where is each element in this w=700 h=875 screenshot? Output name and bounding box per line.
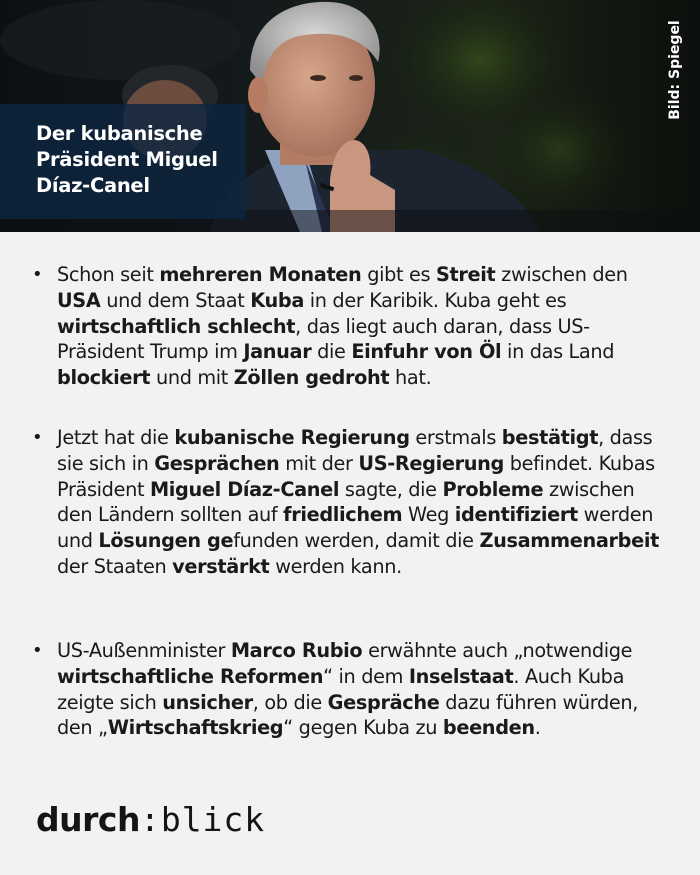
bold-segment: wirtschaftliche Reformen: [57, 664, 324, 688]
bold-segment: USA: [57, 288, 101, 312]
bullet-item: [32, 425, 672, 580]
text-segment: gibt es: [361, 263, 436, 286]
bold-segment: bestätigt: [501, 426, 599, 449]
bullet-dot-icon: •: [32, 427, 43, 448]
text-segment: zwischen den Ländern sollten auf: [57, 477, 635, 527]
bold-segment: Probleme: [442, 477, 544, 501]
bullet-dot-icon: •: [32, 640, 43, 661]
logo-part-durch: durch: [36, 800, 140, 839]
bold-segment: Gesprächen: [154, 451, 280, 475]
text-segment: US-Außenminister: [57, 639, 231, 662]
text-segment: werden kann.: [269, 554, 402, 578]
bullet-dot-icon: •: [32, 264, 43, 285]
bold-segment: Wirtschaftskrieg: [107, 716, 284, 740]
bullet-item: [32, 262, 672, 391]
text-segment: funden werden, damit die: [233, 529, 480, 553]
text-segment: mit der: [279, 451, 359, 475]
text-segment: , ob die: [252, 690, 328, 714]
text-segment: und mit: [150, 366, 234, 390]
bold-segment: beenden: [442, 716, 535, 740]
bold-segment: blockiert: [57, 366, 151, 390]
text-segment: die: [311, 340, 352, 364]
logo-part-blick: :blick: [139, 800, 266, 839]
bullet-text: [57, 638, 672, 741]
bullet-item: [32, 638, 672, 741]
bullet-text: [57, 425, 672, 580]
bold-segment: Einfuhr von Öl: [351, 340, 502, 364]
header-photo: [0, 0, 700, 232]
text-segment: befindet. Kubas Präsident: [57, 451, 655, 501]
photo-caption: Der kubanische Präsident Miguel Díaz-Canel: [36, 122, 218, 197]
bold-segment: friedlichem: [283, 503, 403, 527]
photo-credit: Bild: Spiegel: [667, 20, 683, 120]
bold-segment: verstärkt: [172, 554, 270, 578]
bold-segment: Lösungen ge: [98, 529, 234, 553]
bold-segment: unsicher: [162, 690, 253, 714]
text-segment: dazu führen würden, den „: [57, 690, 639, 740]
text-segment: erstmals: [409, 426, 502, 449]
text-segment: Jetzt hat die: [57, 426, 175, 449]
bold-segment: Inselstaat: [408, 664, 514, 688]
text-segment: der Staaten: [57, 554, 173, 578]
text-segment: Weg: [402, 503, 455, 527]
text-segment: Schon seit: [57, 263, 160, 286]
brand-logo: [36, 800, 265, 840]
bullet-text: [57, 262, 672, 391]
bold-segment: Zöllen gedroht: [233, 366, 390, 390]
text-segment: “ gegen Kuba zu: [283, 716, 443, 740]
bold-segment: Zusammenarbeit: [479, 529, 659, 553]
bold-segment: Miguel Díaz-Canel: [149, 477, 340, 501]
bold-segment: Streit: [435, 263, 496, 286]
text-segment: “ in dem: [323, 664, 409, 688]
text-segment: zwischen den: [495, 263, 628, 286]
text-segment: hat.: [389, 366, 432, 390]
text-segment: , das liegt auch daran, dass US-Präsident Trump im: [57, 314, 590, 364]
article-body: [0, 232, 700, 875]
bold-segment: Januar: [243, 340, 312, 364]
bold-segment: Marco Rubio: [230, 639, 363, 662]
bold-segment: US-Regierung: [358, 451, 504, 475]
bold-segment: wirtschaftlich schlecht: [57, 314, 296, 338]
text-segment: in das Land: [501, 340, 615, 364]
text-segment: sagte, die: [339, 477, 443, 501]
bold-segment: kubanische Regierung: [174, 426, 410, 449]
text-segment: erwähnte auch „notwendige: [362, 639, 633, 662]
bold-segment: Gespräche: [327, 690, 440, 714]
text-segment: . Auch Kuba zeigte sich: [57, 664, 625, 714]
text-segment: , dass sie sich in: [57, 426, 653, 475]
bold-segment: identifiziert: [454, 503, 578, 527]
text-segment: in der Karibik. Kuba geht es: [304, 288, 567, 312]
text-segment: werden und: [57, 503, 654, 553]
bold-segment: mehreren Monaten: [159, 263, 362, 286]
bold-segment: Kuba: [250, 288, 304, 312]
text-segment: .: [534, 716, 541, 740]
text-segment: und dem Staat: [100, 288, 251, 312]
